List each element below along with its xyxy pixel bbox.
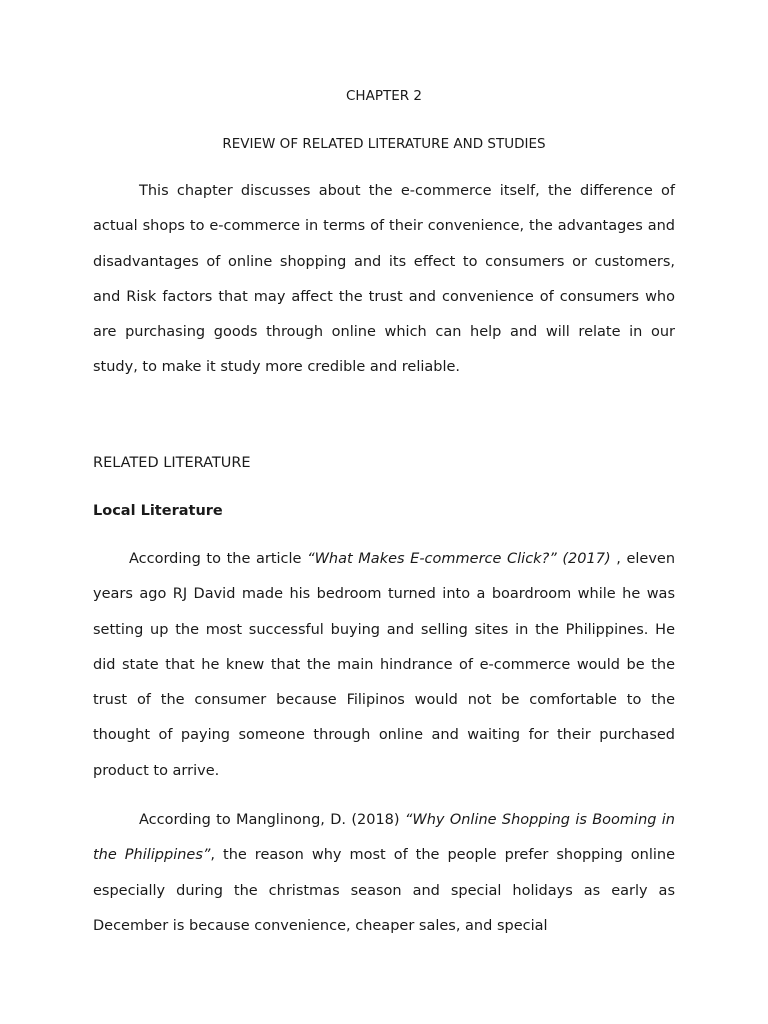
intro-paragraph [93,174,675,386]
paragraph-2-lead: According to Manglinong, D. (2018) [139,812,405,828]
paragraph-1-body: , eleven years ago RJ David made his bedroom turned into a boardroom while he was setting up the most successful buying and selling sites in the Philippines. He did state that he knew that the main hindrance of e-commerce would be the trust of the consumer because Filipinos would not be comfortable to the thought of paying someone through online and waiting for their purchased product to arrive. [93,551,676,779]
subsection-heading: Local Literature [93,503,223,519]
paragraph-1-cited-title: “What Makes E-commerce Click?” (2017) [307,551,611,567]
body-paragraph-1 [93,542,675,789]
paragraph-2-cited-title: “Why Online Shopping is Booming in the Philippines” [93,812,675,864]
paragraph-1-lead: According to the article [129,551,308,567]
section-heading: RELATED LITERATURE [93,455,251,471]
chapter-title: REVIEW OF RELATED LITERATURE AND STUDIES [222,136,546,152]
intro-paragraph-text: This chapter discusses about the e-commerce itself, the difference of actual shops to e-commerce in terms of their convenience, the advantages and disadvantages of online shopping and its effect to consumers or customers, and Risk factors that may affect the trust and convenience of consumers who are purchasing goods through online which can help and will relate in our study, to make it study more credible and reliable. [93,183,675,376]
body-paragraph-2 [93,803,675,944]
chapter-label: CHAPTER 2 [346,88,422,104]
paragraph-2-body: , the reason why most of the people prefer shopping online especially during the christmas season and special holidays as early as December is because convenience, cheaper sales, and special [93,847,675,934]
